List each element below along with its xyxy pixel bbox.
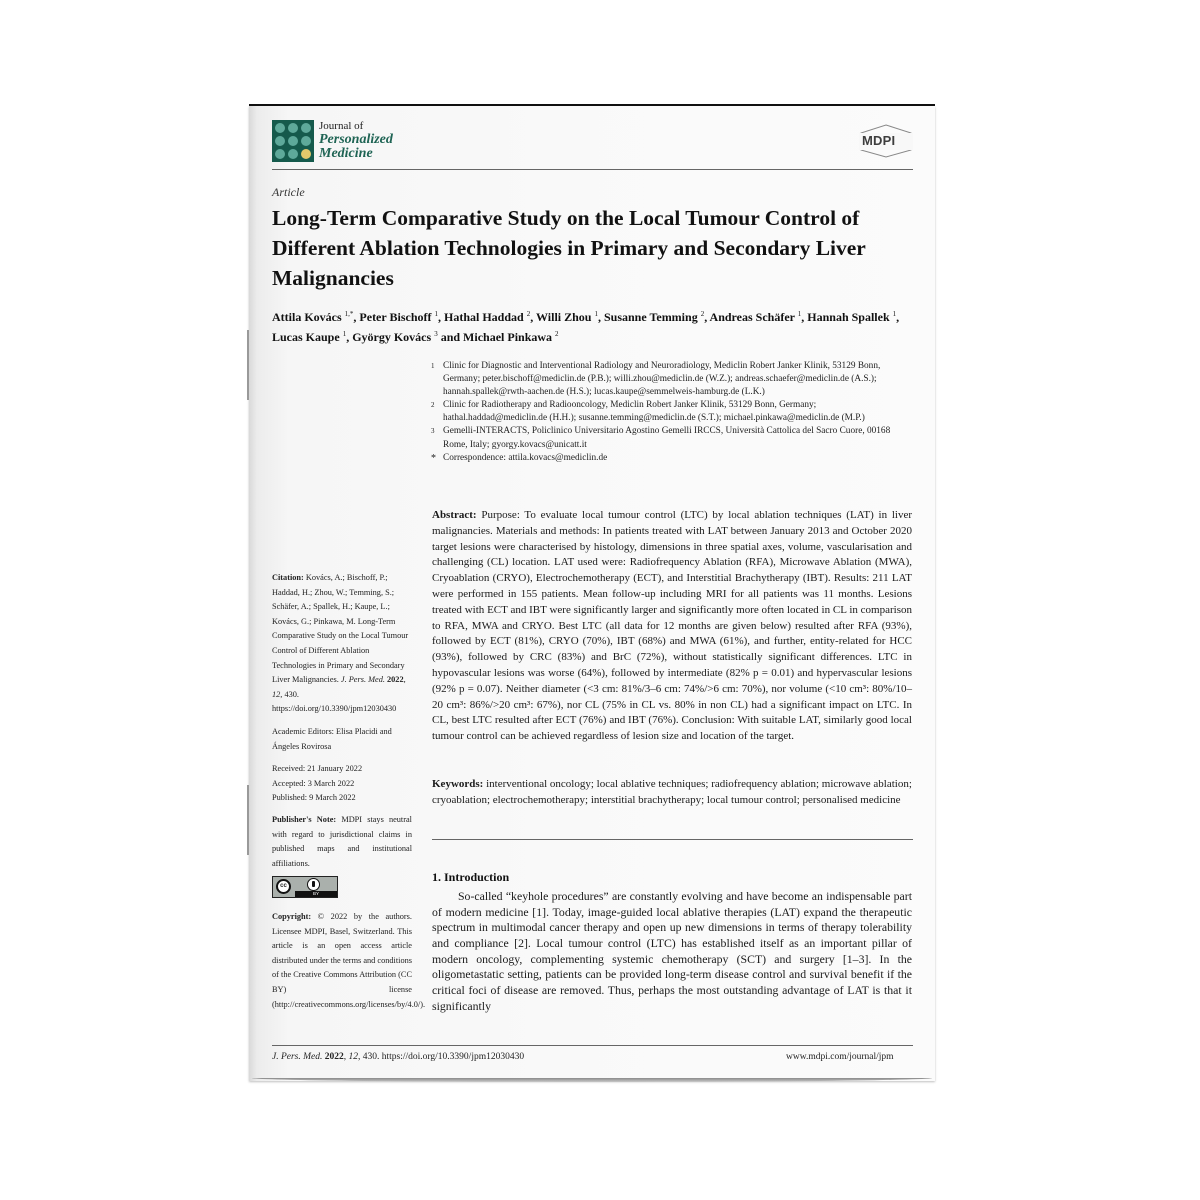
author-affiliation-mark: 1 xyxy=(342,330,347,338)
abstract-label: Abstract: xyxy=(432,509,477,521)
author-name: György Kovács xyxy=(352,330,435,344)
affiliation-item: 3 Gemelli-INTERACTS, Policlinico Universitario Agostino Gemelli IRCCS, Università Cattolica del Sacro Cuore, 00168 Rome, Italy; gyorgy.kovacs@unicatt.it xyxy=(431,426,891,450)
author-affiliation-mark: 1 xyxy=(892,310,897,318)
author-affiliation-mark: 2 xyxy=(526,310,531,318)
page-shadow xyxy=(252,1078,932,1082)
attribution-icon xyxy=(307,878,320,891)
publishers-note: Publisher's Note: MDPI stays neutral with regard to jurisdictional claims in published maps and institutional affiliations. xyxy=(272,815,412,868)
binding-mark xyxy=(247,785,249,855)
keywords-text: interventional oncology; local ablative techniques; radiofrequency ablation; microwave ablation; cryoablation; electrochemotherapy; interstitial brachytherapy; local tumour control; personalised medicine xyxy=(432,778,912,806)
introduction-text: So-called “keyhole procedures” are constantly evolving and have become an indispensable part of modern medicine [1]. Today, image-guided local ablative therapies (LAT) expand the therapeutic spectrum in multimodal cancer therapy and open up new dimensions in terms of therapy tolerability and compliance [2]. Local tumour control (LTC) has established itself as an important pillar of modern oncology, complementing systemic chemotherapy (SCT) and surgery [1–3]. In the oligometastatic setting, patients can be provided long-term disease control and survival benefit if the critical foci of disease are removed. Thus, perhaps the most outstanding advantage of LAT is that it significantly xyxy=(432,889,912,1013)
author-name: Susanne Temming xyxy=(603,310,701,324)
abstract-text: Purpose: To evaluate local tumour control (LTC) by local ablation techniques (LAT) in liver malignancies. Materials and methods: In patients treated with LAT between January 2013 and October 2020 target lesions were characterised by histology, dimensions in three spatial axes, volume, vascularisation and challenging (CL) location. LAT used were: Radiofrequency Ablation (RFA), Microwave Ablation (MWA), Cryoablation (CRYO), Electrochemotherapy (ECT), and Interstitial Brachytherapy (IBT). Results: 211 LAT were performed in 155 patients. Mean follow-up including MRI for all patients was 11 months. Lesions treated with ECT and IBT were significantly larger and significantly more often located in CL in comparison to RFA, MWA and CRYO. Best LTC (all data for 12 months are given below) resulted after RFA (93%), followed by ECT (81%), CRYO (70%), IBT (68%) and MWA (61%), and further, entity-related for HCC (93%), followed by CRC (83%) and BrC (72%), without statistically significant differences. LTC in hypovascular lesions was worse (64%), followed by intermediate (82% p = 0.01) and hypervascular lesions (92% p = 0.07). Neither diameter (<3 cm: 81%/3–6 cm: 74%/>6 cm: 70%), nor volume (<10 cm³: 80%/10–20 cm³: 86%/>20 cm³: 67%), nor CL (75% in CL vs. 80% in non CL) had a significant impact on LTC. In CL, best LTC resulted after ECT (76%) and IBT (76%). Conclusion: With suitable LAT, similarly good local tumour control can be achieved regardless of lesion size and location of the target. xyxy=(432,509,913,743)
footer-rule xyxy=(272,1045,913,1046)
keywords xyxy=(432,777,912,809)
binding-mark xyxy=(247,330,249,400)
cc-by-license-icon[interactable]: cc BY xyxy=(272,876,338,898)
header-rule xyxy=(272,169,913,170)
footer-citation: J. Pers. Med. 2022, 12, 430. https://doi.org/10.3390/jpm12030430 xyxy=(272,1052,525,1062)
author-affiliation-mark: 2 xyxy=(555,330,559,338)
author-name: Hathal Haddad xyxy=(444,310,527,324)
affiliation-item: 2 Clinic for Radiotherapy and Radiooncology, Mediclin Robert Janker Klinik, 53129 Bonn, Germany; hathal.haddad@mediclin.de (H.H.); susanne.temming@mediclin.de (S.T.); michael.pinkawa@mediclin.de (M.P.) xyxy=(431,400,865,424)
author-affiliation-mark: 1 xyxy=(797,310,802,318)
author-affiliation-mark: 3 xyxy=(434,330,438,338)
author-affiliation-mark: 1,* xyxy=(344,310,354,318)
correspondence: * Correspondence: attila.kovacs@mediclin.de xyxy=(431,452,608,464)
academic-editors: Academic Editors: Elisa Placidi and Ángeles Rovirosa xyxy=(272,727,392,751)
article-type: Article xyxy=(272,185,305,199)
cc-icon: cc xyxy=(276,879,291,894)
citation: Citation: Kovács, A.; Bischoff, P.; Haddad, H.; Zhou, W.; Temming, S.; Schäfer, A.; Spallek, H.; Kaupe, L.; Kovács, G.; Pinkawa, M. Long-Term Comparative Study on the Local Tumour Control of Different Ablation Technologies in Primary and Secondary Liver Malignancies. J. Pers. Med. 2022, 12, 430. https://doi.org/10.3390/jpm12030430 xyxy=(272,573,409,714)
footer-journal-url[interactable]: www.mdpi.com/journal/jpm xyxy=(786,1052,894,1062)
dates: Received: 21 January 2022 Accepted: 3 March 2022 Published: 9 March 2022 xyxy=(272,764,363,803)
keywords-label: Keywords: xyxy=(432,778,484,790)
affiliations xyxy=(431,360,911,465)
mdpi-logo-icon: MDPI xyxy=(858,124,914,158)
abstract xyxy=(432,508,912,745)
abstract-rule xyxy=(432,839,913,840)
author-name: Peter Bischoff xyxy=(359,310,435,324)
author-name: Lucas Kaupe xyxy=(272,330,343,344)
author-name: Andreas Schäfer xyxy=(709,310,798,324)
journal-logo-icon xyxy=(272,120,314,162)
author-affiliation-mark: 1 xyxy=(434,310,438,318)
article-title: Long-Term Comparative Study on the Local Tumour Control of Different Ablation Technologies in Primary and Secondary Liver Malignancies xyxy=(272,206,866,290)
author-name: Attila Kovács xyxy=(272,310,345,324)
author-list: Attila Kovács $^{1,*}$, Peter Bischoff $^1$, Hathal Haddad $^2$, Willi Zhou $^1$, Susanne Temming $^2$, Andreas Schäfer $^1$, Hannah Spallek $^1$, Lucas Kaupe $^1$, György Kovács $^3$ and Michael Pinkawa $^2$ xyxy=(272,310,900,344)
citation-doi-link[interactable]: https://doi.org/10.3390/jpm12030430 xyxy=(272,704,397,714)
copyright: Copyright: © 2022 by the authors. Licensee MDPI, Basel, Switzerland. This article is an open access article distributed under the terms and conditions of the Creative Commons Attribution (CC BY) license (http://creativecommons.org/licenses/by/4.0/). xyxy=(272,912,426,1009)
author-name: Hannah Spallek xyxy=(807,310,893,324)
author-name: Willi Zhou xyxy=(536,310,595,324)
author-affiliation-mark: 1 xyxy=(594,310,598,318)
author-name: Michael Pinkawa xyxy=(463,330,556,344)
affiliation-item: 1 Clinic for Diagnostic and Interventional Radiology and Neuroradiology, Mediclin Robert Janker Klinik, 53129 Bonn, Germany; peter.bischoff@mediclin.de (P.B.); willi.zhou@mediclin.de (W.Z.); andreas.schaefer@mediclin.de (A.S.); hannah.spallek@rwth-aachen.de (H.S.); lucas.kaupe@semmelweis-hamburg.de (L.K.) xyxy=(431,361,881,398)
section-heading-introduction: 1. Introduction xyxy=(432,870,510,884)
author-affiliation-mark: 2 xyxy=(700,310,705,318)
journal-name: Journal of Personalized Medicine xyxy=(319,120,393,161)
